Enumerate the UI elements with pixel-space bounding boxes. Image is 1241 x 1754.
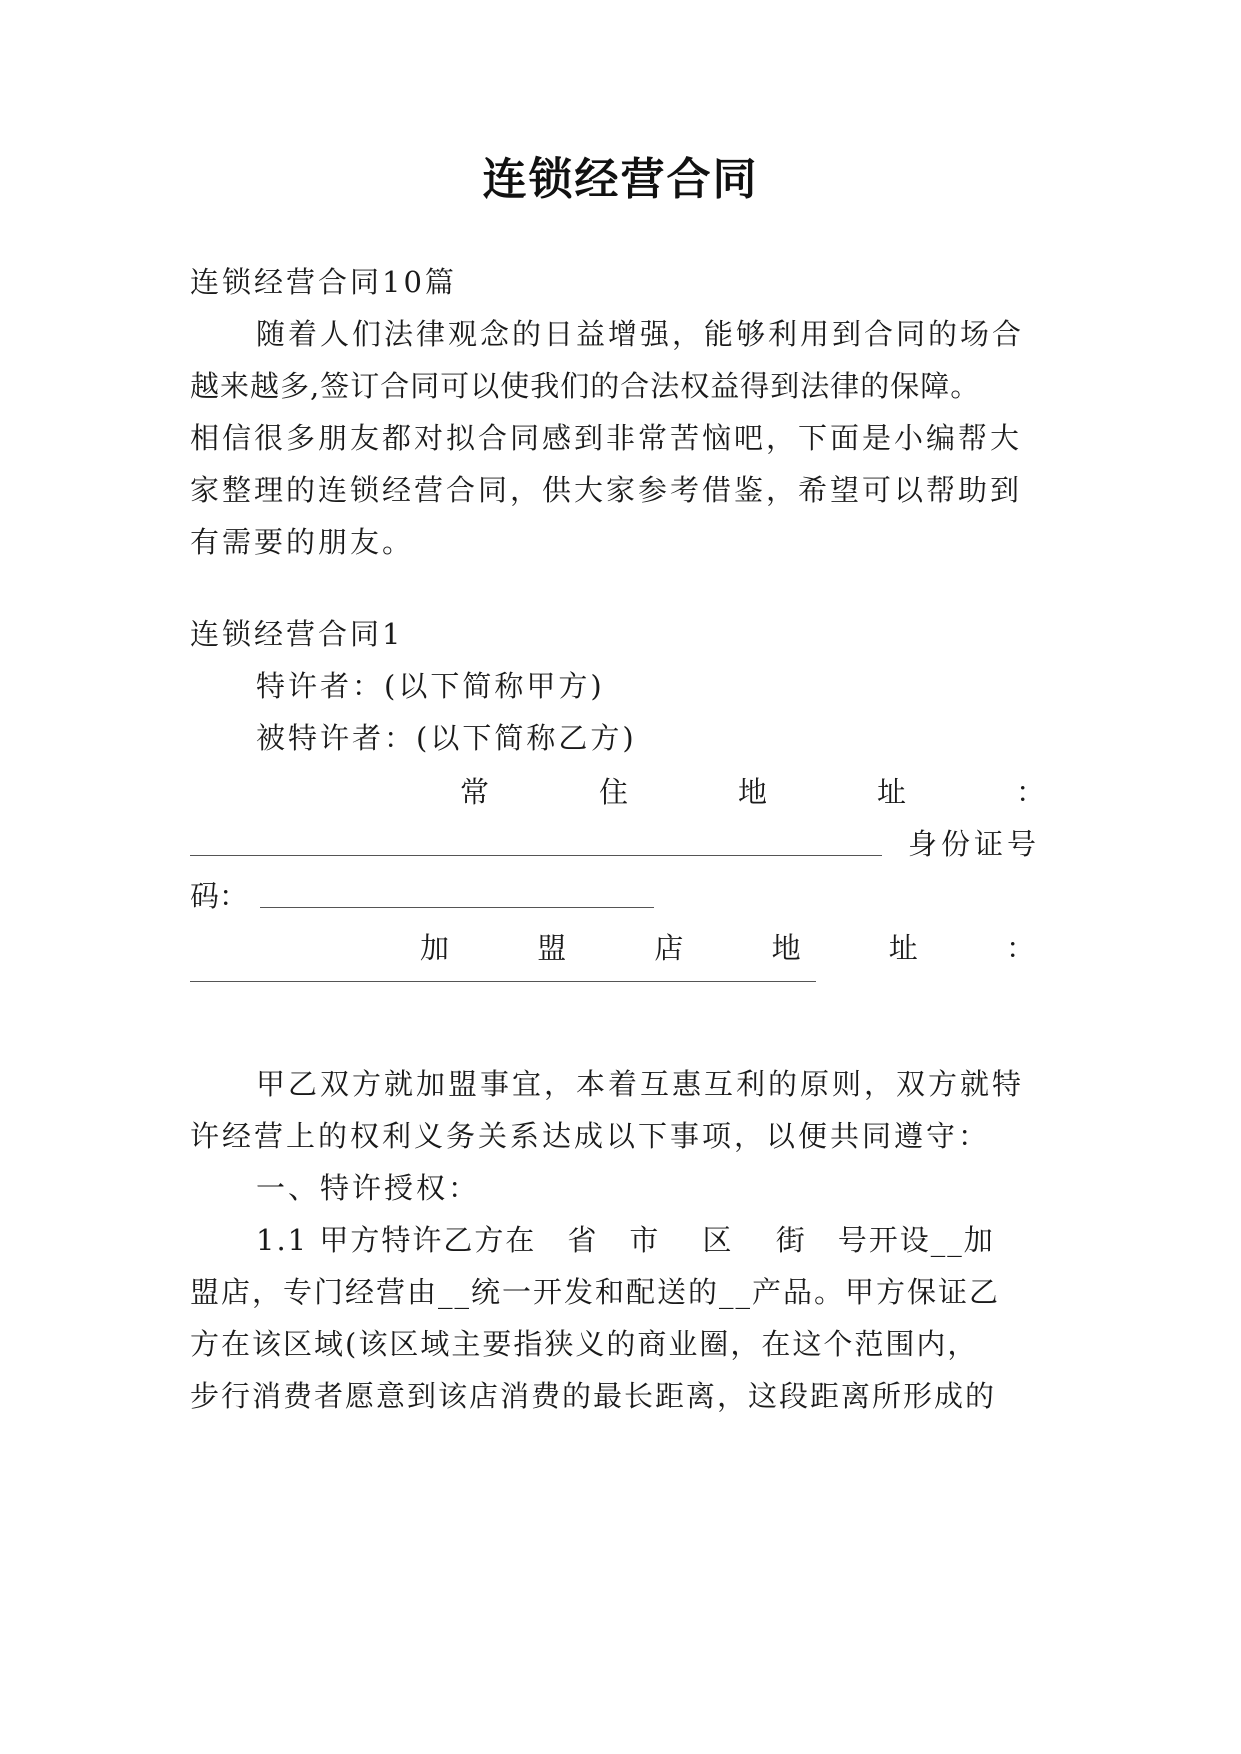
residence-address-field-row xyxy=(190,824,1040,864)
intro-line-1: 随着人们法律观念的日益增强，能够利用到合同的场合 xyxy=(256,317,1025,351)
franchisee-line: 被特许者：(以下简称乙方) xyxy=(256,721,637,755)
label-char: 常 xyxy=(460,775,490,809)
franchisor-line: 特许者：(以下简称甲方) xyxy=(256,669,605,703)
label-char: 地 xyxy=(771,931,801,965)
label-char: ： xyxy=(1015,775,1045,809)
label-char: 地 xyxy=(737,775,767,809)
id-number-label: 身份证号 xyxy=(908,827,1041,861)
residence-address-label xyxy=(460,772,1045,812)
label-char: ： xyxy=(1005,931,1035,965)
residence-address-blank xyxy=(190,854,882,856)
intro-line-3: 相信很多朋友都对拟合同感到非常苦恼吧，下面是小编帮大 xyxy=(190,421,1023,455)
label-char: 加 xyxy=(420,931,450,965)
store-address-field-row xyxy=(190,980,816,990)
label-char: 址 xyxy=(888,931,918,965)
label-char: 店 xyxy=(654,931,684,965)
store-address-blank xyxy=(190,980,816,982)
id-number-field-row xyxy=(190,876,654,916)
body-line-6: 方在该区域(该区域主要指狭义的商业圈，在这个范围内， xyxy=(190,1327,979,1361)
intro-line-5: 有需要的朋友。 xyxy=(190,525,415,559)
intro-line-4: 家整理的连锁经营合同，供大家参考借鉴，希望可以帮助到 xyxy=(190,473,1023,507)
section-heading: 连锁经营合同1 xyxy=(190,617,404,651)
body-line-4: 1.1 甲方特许乙方在 省 市 区 街 号开设__加 xyxy=(256,1223,995,1257)
label-char: 住 xyxy=(598,775,628,809)
store-address-label xyxy=(420,928,1035,968)
document-title: 连锁经营合同 xyxy=(482,154,759,205)
body-line-3: 一、特许授权： xyxy=(256,1171,481,1205)
body-line-2: 许经营上的权利义务关系达成以下事项，以便共同遵守： xyxy=(190,1119,991,1153)
id-number-label-cont: 码： xyxy=(190,879,249,913)
intro-line-2: 越来越多,签订合同可以使我们的合法权益得到法律的保障。 xyxy=(190,369,981,403)
body-line-5: 盟店，专门经营由__统一开发和配送的__产品。甲方保证乙 xyxy=(190,1275,1001,1309)
id-number-blank xyxy=(260,906,654,908)
document-subtitle: 连锁经营合同10篇 xyxy=(190,265,457,299)
label-char: 址 xyxy=(876,775,906,809)
body-line-7: 步行消费者愿意到该店消费的最长距离，这段距离所形成的 xyxy=(190,1379,997,1413)
label-char: 盟 xyxy=(537,931,567,965)
body-line-1: 甲乙双方就加盟事宜，本着互惠互利的原则，双方就特 xyxy=(256,1067,1025,1101)
